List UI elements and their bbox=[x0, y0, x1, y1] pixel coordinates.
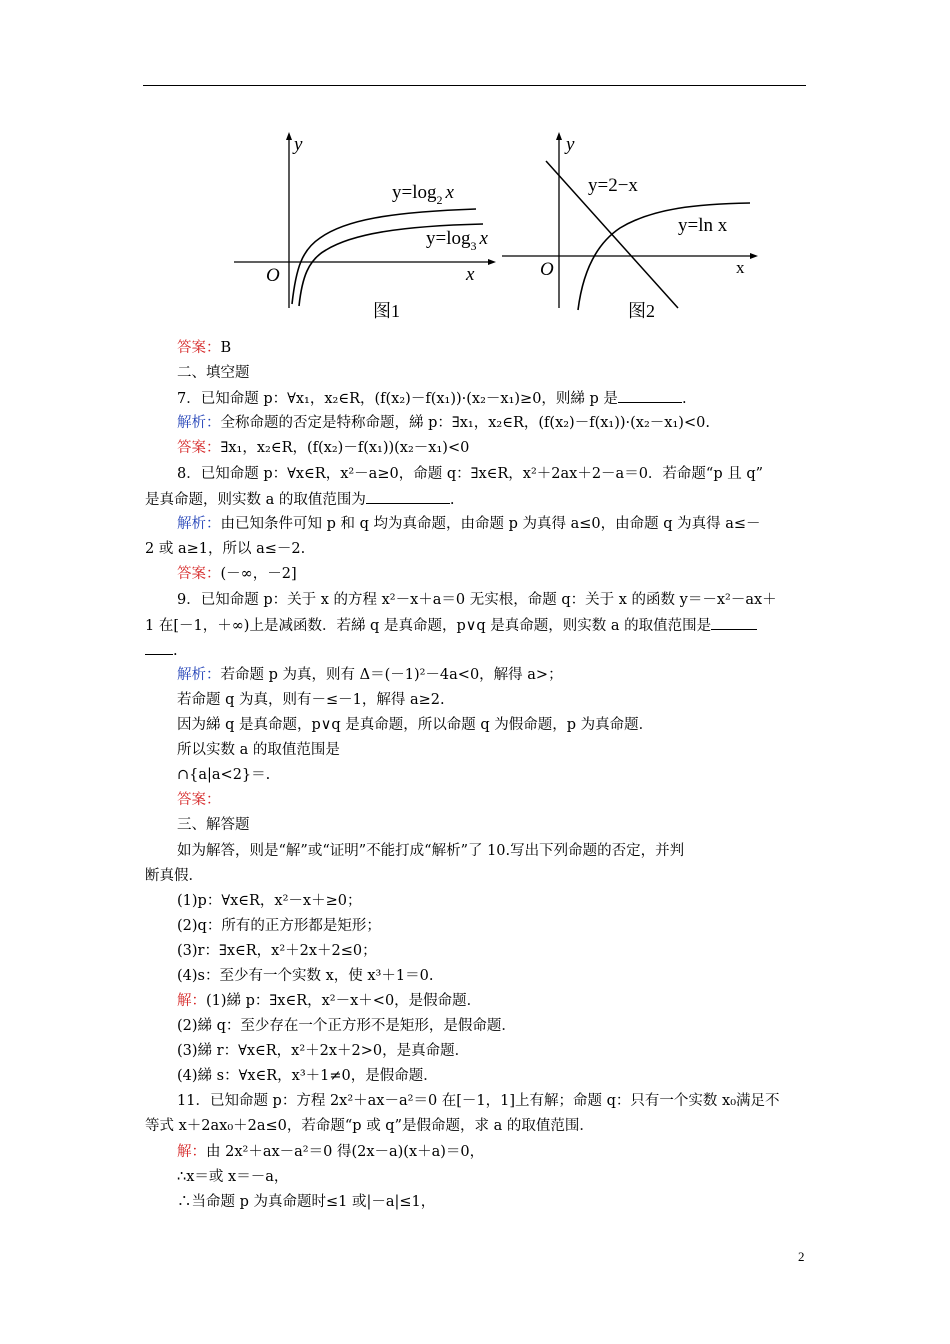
section-heading-fill: 二、填空题 bbox=[177, 365, 250, 381]
question-7-text: 7．已知命题 p：∀x₁，x₂∈R，(f(x₂)－f(x₁))·(x₂－x₁)≥0，则綈 p 是 bbox=[177, 391, 618, 407]
answer-value: B bbox=[220, 340, 232, 356]
analysis-label: 解析： bbox=[177, 516, 221, 532]
analysis-8-text: 由已知条件可知 p 和 q 均为真命题，由命题 p 为真得 a≤0，由命题 q 为真得 a≤－ bbox=[220, 516, 761, 532]
solution-10-4: (4)綈 s：∀x∈R，x³＋1≠0，是假命题． bbox=[177, 1068, 438, 1084]
answer-label: 答案： bbox=[177, 440, 221, 456]
answer-7-text: ∃x₁，x₂∈R，(f(x₂)－f(x₁))(x₂－x₁)<0 bbox=[220, 440, 470, 456]
question-10-p: (1)p：∀x∈R，x²－x＋≥0； bbox=[177, 893, 362, 909]
fig2-x-label: x bbox=[736, 258, 745, 277]
fig2-line-label: y=2−x bbox=[588, 175, 638, 196]
question-7-period: . bbox=[681, 391, 687, 407]
solution-10-3: (3)綈 r：∀x∈R，x²＋2x＋2>0，是真命题． bbox=[177, 1043, 470, 1059]
solution-11-3: ∴当命题 p 为真命题时≤1 或|－a|≤1， bbox=[177, 1194, 436, 1210]
question-8-text: 是真命题，则实数 a 的取值范围为 bbox=[145, 492, 366, 508]
solution-10-1 bbox=[177, 991, 481, 1011]
answer-8-text: (－∞，－2] bbox=[220, 566, 297, 582]
question-9-line3 bbox=[145, 640, 178, 661]
analysis-label: 解析： bbox=[177, 415, 221, 431]
answer-9-label: 答案： bbox=[177, 792, 221, 808]
question-10-line2: 断真假． bbox=[145, 868, 203, 884]
question-9-line2 bbox=[145, 615, 757, 636]
figure-2-line-and-ln bbox=[498, 128, 778, 328]
answer-7 bbox=[177, 438, 469, 458]
fig1-curve-log2 bbox=[292, 209, 476, 304]
question-10-q: (2)q：所有的正方形都是矩形； bbox=[177, 918, 381, 934]
solution-10-2: (2)綈 q：至少存在一个正方形不是矩形，是假命题． bbox=[177, 1018, 516, 1034]
question-11-line1: 11．已知命题 p：方程 2x²＋ax－a²＝0 在[－1，1]上有解；命题 q：只有一个实数 x₀满足不 bbox=[177, 1093, 780, 1109]
analysis-9-text: 若命题 p 为真，则有 Δ＝(－1)²－4a<0，解得 a>； bbox=[220, 667, 563, 683]
question-9-line1: 9．已知命题 p：关于 x 的方程 x²－x＋a＝0 无实根，命题 q：关于 x 的函数 y＝－x²－ax＋ bbox=[177, 592, 777, 608]
answer-blank bbox=[618, 388, 682, 403]
fig1-x-label: x bbox=[466, 264, 475, 285]
solution-11-1-text: 由 2x²＋ax－a²＝0 得(2x－a)(x＋a)＝0， bbox=[206, 1144, 485, 1160]
fig2-origin: O bbox=[540, 259, 554, 280]
solution-11-1 bbox=[177, 1142, 484, 1162]
solution-label: 解： bbox=[177, 1144, 206, 1160]
fig2-caption: 图2 bbox=[628, 301, 655, 321]
question-10-line1: 如为解答，则是“解”或“证明”不能打成“解析”了 10.写出下列命题的否定，并判 bbox=[177, 843, 685, 859]
analysis-9-reason: 因为綈 q 是真命题，p∨q 是真命题，所以命题 q 为假命题，p 为真命题． bbox=[177, 717, 654, 733]
answer-label: 答案： bbox=[177, 340, 221, 356]
question-11-line2: 等式 x＋2ax₀＋2a≤0，若命题“p 或 q”是假命题，求 a 的取值范围． bbox=[145, 1118, 594, 1134]
fig2-curve-label: y=ln x bbox=[678, 215, 728, 236]
analysis-8 bbox=[177, 514, 761, 534]
answer-blank bbox=[366, 489, 450, 504]
analysis-7 bbox=[177, 413, 710, 433]
question-9-text: 1 在[－1，＋∞)上是减函数．若綈 q 是真命题，p∨q 是真命题，则实数 a 的取值范围是 bbox=[145, 618, 712, 634]
answer-blank bbox=[145, 640, 173, 655]
question-8-line2 bbox=[145, 489, 454, 510]
question-8-period: . bbox=[449, 492, 455, 508]
analysis-9-range: 所以实数 a 的取值范围是 bbox=[177, 742, 340, 758]
analysis-9 bbox=[177, 665, 563, 685]
solution-10-1-text: (1)綈 p：∃x∈R，x²－x＋<0，是假命题． bbox=[206, 993, 482, 1009]
analysis-9-q: 若命题 q 为真，则有－≤－1，解得 a≥2. bbox=[177, 692, 445, 708]
answer-8 bbox=[177, 564, 297, 584]
question-10-r: (3)r：∃x∈R，x²＋2x＋2≤0； bbox=[177, 943, 377, 959]
analysis-8-cont: 2 或 a≥1，所以 a≤－2. bbox=[145, 541, 306, 557]
analysis-7-text: 全称命题的否定是特称命题，綈 p：∃x₁，x₂∈R，(f(x₂)－f(x₁))·(x₂－x₁)<0. bbox=[220, 415, 710, 431]
solution-label: 解： bbox=[177, 993, 206, 1009]
section-heading-solve: 三、解答题 bbox=[177, 817, 250, 833]
page-number: 2 bbox=[798, 1249, 805, 1264]
answer-blank bbox=[711, 615, 757, 630]
analysis-label: 解析： bbox=[177, 667, 221, 683]
analysis-9-set: ∩{a|a<2}＝. bbox=[177, 767, 271, 783]
answer-label: 答案： bbox=[177, 566, 221, 582]
fig2-y-label: y bbox=[566, 134, 575, 155]
header-rule bbox=[143, 85, 806, 86]
fig1-origin: O bbox=[266, 265, 280, 286]
figure-1-log-curves bbox=[230, 128, 500, 328]
solution-11-2: ∴x＝或 x＝－a， bbox=[177, 1169, 289, 1185]
fig1-label-log2: $y=\log_2$ x bbox=[392, 182, 454, 207]
question-8-line1: 8．已知命题 p：∀x∈R，x²－a≥0，命题 q：∃x∈R，x²＋2ax＋2－a＝0．若命题“p 且 q” bbox=[177, 466, 764, 482]
fig1-y-label: y bbox=[294, 134, 303, 155]
question-9-period: . bbox=[173, 643, 178, 659]
answer-6 bbox=[177, 338, 231, 358]
fig1-caption: 图1 bbox=[373, 301, 400, 321]
question-7 bbox=[177, 388, 687, 409]
question-10-s: (4)s：至少有一个实数 x，使 x³＋1＝0. bbox=[177, 968, 434, 984]
fig1-label-log3: $y=\log_3$ x bbox=[426, 228, 488, 253]
